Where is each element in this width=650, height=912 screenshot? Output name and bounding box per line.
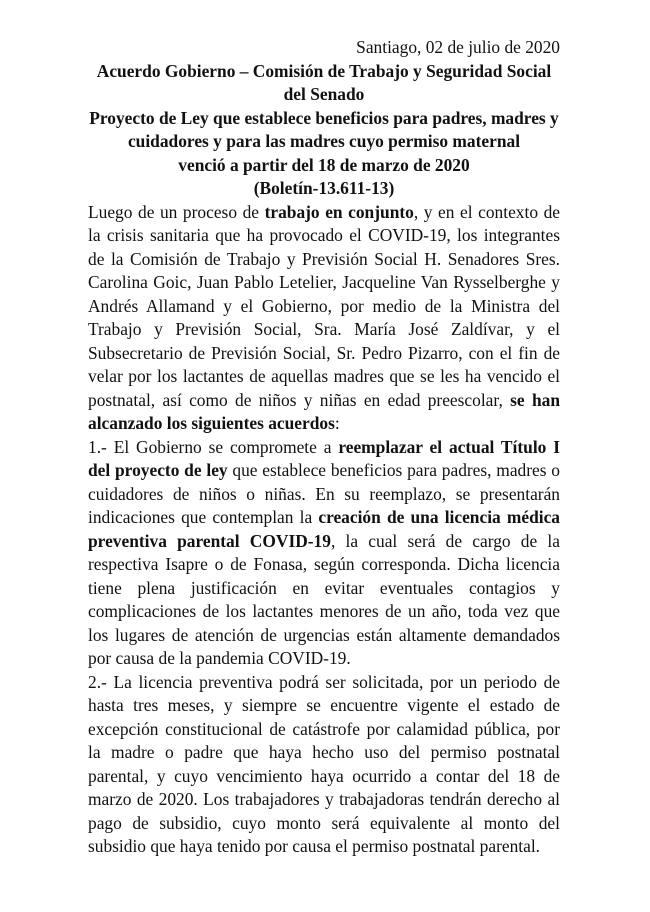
point1-text-3: , la cual será de cargo de la respectiva Isapre o de Fonasa, según corresponda. Dicha licencia tiene plena justificación en evitar eventuales contagios y complicaciones de los lactantes menores de un año, toda vez que los lugares de atención de urgencias están altamente demandados por causa de la pandemia COVID-19. <box>88 530 560 668</box>
date-line: Santiago, 02 de julio de 2020 <box>356 37 560 57</box>
point1-bold-2: creación de una licencia médica preventiva parental COVID-19 <box>88 507 560 551</box>
bill-subtitle: venció a partir del 18 de marzo de 2020 <box>178 154 470 175</box>
agreement-point-1 <box>88 436 560 671</box>
point1-text-2: que establece beneficios para padres, madres o cuidadores de niños o niñas. En su reemplazo, se presentarán indicaciones que contemplan la <box>88 460 560 527</box>
intro-bold-1: trabajo en conjunto <box>264 201 414 222</box>
point1-text-1: 1.- El Gobierno se compromete a <box>88 436 339 457</box>
bulletin-number: (Boletín-13.611-13) <box>253 178 395 198</box>
agreement-point-2: 2.- La licencia preventiva podrá ser solicitada, por un periodo de hasta tres meses, y siempre se encuentre vigente el estado de excepción constitucional de catástrofe por calamidad pública, por la madre o padre que haya hecho uso del permiso postnatal parental, y cuyo vencimiento haya ocurrido a contar del 18 de marzo de 2020. Los trabajadores y trabajadoras tendrán derecho al pago de subsidio, cuyo monto será equivalente al monto del subsidio que haya tenido por causa el permiso postnatal parental. <box>88 671 560 856</box>
document-page <box>88 36 560 859</box>
intro-bold-2: se han alcanzado los siguientes acuerdos <box>88 389 560 433</box>
title-heading: Acuerdo Gobierno – Comisión de Trabajo y Seguridad Social del Senado <box>96 60 552 104</box>
bill-title: Proyecto de Ley que establece beneficios para padres, madres y cuidadores y para las madres cuyo permiso maternal <box>89 107 559 151</box>
point1-bold-1: reemplazar el actual Título I del proyecto de ley <box>88 436 560 480</box>
intro-text-3: : <box>334 413 340 433</box>
intro-paragraph <box>88 201 560 436</box>
intro-text-2: , y en el contexto de la crisis sanitaria que ha provocado el COVID-19, los integrantes de la Comisión de Trabajo y Previsión Social H. Senadores Sres. Carolina Goic, Juan Pablo Letelier, Jacqueline Van Rysselberghe y Andrés Allamand y el Gobierno, por medio de la Ministra del Trabajo y Previsión Social, Sra. María José Zaldívar, y el Subsecretario de Previsión Social, Sr. Pedro Pizarro, con el fin de velar por los lactantes de aquellas madres que se les ha vencido el postnatal, así como de niños y niñas en edad preescolar, <box>88 201 560 410</box>
intro-text-1: Luego de un proceso de <box>88 201 265 222</box>
